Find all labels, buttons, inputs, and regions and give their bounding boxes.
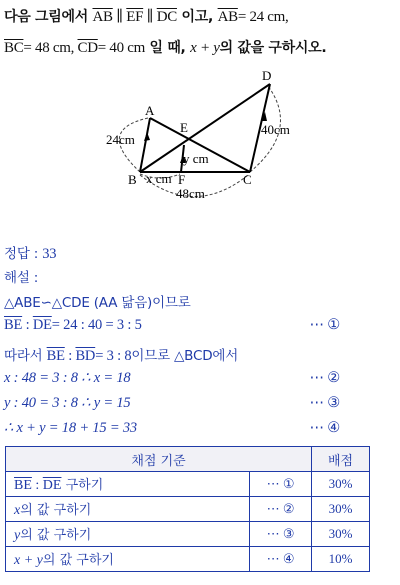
point-label-b: B (128, 172, 137, 187)
rubric-header-points: 배점 (312, 447, 370, 472)
variable-x-plus-y: x + y (14, 553, 43, 568)
geometry-figure (100, 66, 300, 202)
segment-ab: $\overline{AB}$ (92, 9, 113, 25)
rubric-step: ⋯ ④ (250, 547, 312, 572)
expression-x-plus-y: x + y (190, 40, 220, 56)
rubric-row (6, 497, 370, 522)
variable-y: y (14, 528, 21, 543)
segment-de: $\overline{DE}$ (32, 317, 52, 333)
segment-be: $\overline{BE}$ (46, 348, 65, 364)
point-label-a: A (145, 103, 155, 118)
rubric-step: ⋯ ③ (250, 522, 312, 547)
rubric-criteria (6, 497, 250, 522)
rubric-points: 30% (312, 472, 370, 497)
parallel-symbol: ∥ (112, 9, 127, 25)
question-text: 의 값을 구하시오. (219, 40, 327, 56)
rubric-step: ⋯ ① (250, 472, 312, 497)
step-marker-2: ⋯ ② (309, 370, 340, 386)
rubric-criteria (6, 522, 250, 547)
segment-ab: $\overline{AB}$ (217, 9, 238, 25)
rubric-header-criteria: 채점 기준 (6, 447, 312, 472)
point-label-d: D (262, 68, 272, 83)
rubric-points: 30% (312, 497, 370, 522)
length-label-cd: 40cm (261, 122, 290, 137)
point-label-e: E (180, 120, 188, 135)
length-bc: = 48 cm, (23, 40, 78, 56)
rubric-criteria (6, 472, 250, 497)
segment-ab-line (140, 118, 150, 172)
question-text: 일 때, (144, 40, 191, 56)
point-label-f: F (178, 172, 186, 187)
step-text: 이므로 △BCD에서 (131, 348, 239, 364)
answer-value: 33 (42, 246, 57, 262)
explanation-step-3 (4, 344, 238, 365)
answer-label: 정답 : (4, 246, 39, 262)
rubric-row (6, 472, 370, 497)
step-marker-4: ⋯ ④ (309, 420, 340, 436)
segment-cd: $\overline{CD}$ (77, 40, 98, 56)
explanation-step-4 (4, 370, 370, 387)
rubric-header-row (6, 447, 370, 472)
equation-sum: ∴ x + y = 18 + 15 = 33 (4, 420, 137, 436)
segment-dc: $\overline{DC}$ (156, 9, 177, 25)
segment-be: $\overline{BE}$ (14, 478, 32, 493)
ratio-colon: : (64, 348, 76, 364)
grading-rubric-table (5, 446, 370, 572)
rubric-row (6, 547, 370, 572)
equation-x: x : 48 = 3 : 8 ∴ x = 18 (4, 370, 131, 386)
explanation-step-2 (4, 317, 370, 334)
rubric-points: 30% (312, 522, 370, 547)
explanation-step-1: △ABE∽△CDE (AA 닮음)이므로 (4, 295, 191, 311)
criteria-text: 의 값 구하기 (20, 503, 92, 518)
explanation-step-5 (4, 395, 370, 412)
segment-de: $\overline{DE}$ (42, 478, 62, 493)
explanation-label: 해설 : (4, 270, 39, 286)
parallel-arrow-ab (144, 132, 150, 141)
parallel-symbol: ∥ (143, 9, 157, 25)
rubric-step: ⋯ ② (250, 497, 312, 522)
rubric-points: 10% (312, 547, 370, 572)
ratio-value: = 3 : 8 (95, 348, 132, 364)
explanation-step-6 (4, 420, 370, 437)
question-text: 다음 그림에서 (4, 9, 93, 25)
length-label-bf: x cm (146, 171, 172, 186)
segment-be: $\overline{BE}$ (4, 317, 23, 333)
answer-line (4, 242, 56, 263)
length-label-ab: 24cm (106, 132, 135, 147)
step-marker-1: ⋯ ① (309, 317, 340, 333)
step-text: 따라서 (4, 348, 47, 364)
question-line-1 (4, 6, 288, 26)
criteria-text: 의 값 구하기 (20, 528, 92, 543)
point-label-c: C (243, 172, 252, 187)
segment-bc: $\overline{BC}$ (4, 40, 24, 56)
length-cd: = 40 cm (97, 40, 145, 56)
question-line-2 (4, 37, 326, 57)
length-label-ef: y cm (183, 151, 209, 166)
length-label-bc: 48cm (176, 186, 205, 201)
equation-y: y : 40 = 3 : 8 ∴ y = 15 (4, 395, 131, 411)
rubric-criteria (6, 547, 250, 572)
segment-bd: $\overline{BD}$ (75, 348, 96, 364)
step-marker-3: ⋯ ③ (309, 395, 340, 411)
ratio-colon: : (31, 478, 43, 493)
criteria-text: 의 값 구하기 (42, 553, 114, 568)
criteria-text: 구하기 (61, 478, 104, 493)
segment-ef: $\overline{EF}$ (126, 9, 144, 25)
rubric-row (6, 522, 370, 547)
variable-x: x (14, 503, 21, 518)
question-text: 이고, (176, 9, 218, 25)
length-ab: = 24 cm, (237, 9, 289, 25)
ratio-colon: : (22, 317, 33, 333)
ratio-value: = 24 : 40 = 3 : 5 (51, 317, 142, 333)
